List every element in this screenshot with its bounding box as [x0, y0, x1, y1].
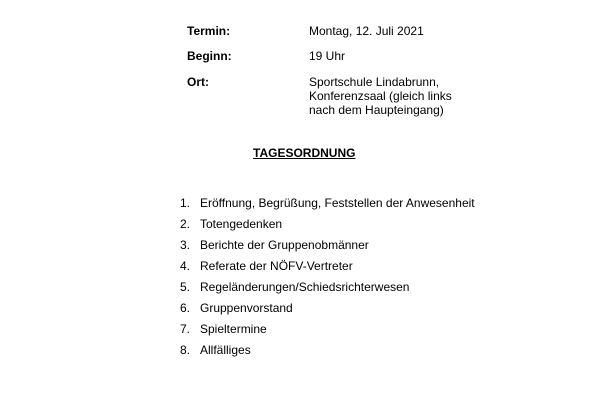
agenda-item-2	[180, 217, 475, 238]
agenda-item-number: 4.	[180, 259, 191, 273]
agenda-item-6	[180, 301, 475, 322]
agenda-item-number: 5.	[180, 280, 191, 294]
agenda-heading: TAGESORDNUNG	[253, 146, 356, 160]
agenda-item-number: 8.	[180, 343, 191, 357]
agenda-item-text: Spieltermine	[200, 322, 267, 336]
ort-value-line2: Konferenzsaal (gleich links	[309, 89, 452, 103]
ort-value-line1: Sportschule Lindabrunn,	[309, 75, 440, 89]
agenda-item-3	[180, 238, 475, 259]
ort-label: Ort:	[187, 75, 209, 89]
agenda-item-text: Regeländerungen/Schiedsrichterwesen	[200, 280, 410, 294]
agenda-item-text: Berichte der Gruppenobmänner	[200, 238, 369, 252]
agenda-item-8	[180, 343, 475, 364]
agenda-item-number: 3.	[180, 238, 191, 252]
beginn-label: Beginn:	[187, 49, 232, 63]
agenda-item-number: 7.	[180, 322, 191, 336]
agenda-item-text: Eröffnung, Begrüßung, Feststellen der Anwesenheit	[200, 196, 475, 210]
termin-label: Termin:	[187, 24, 231, 38]
agenda-item-text: Allfälliges	[200, 343, 251, 357]
beginn-value: 19 Uhr	[309, 49, 346, 63]
agenda-item-1	[180, 196, 475, 217]
agenda-item-number: 2.	[180, 217, 191, 231]
agenda-item-number: 1.	[180, 196, 191, 210]
agenda-item-text: Gruppenvorstand	[200, 301, 293, 315]
ort-value-line3: nach dem Haupteingang)	[309, 103, 444, 117]
agenda-item-7	[180, 322, 475, 343]
termin-value: Montag, 12. Juli 2021	[309, 24, 424, 38]
agenda-list	[180, 196, 475, 364]
agenda-item-5	[180, 280, 475, 301]
agenda-item-number: 6.	[180, 301, 191, 315]
agenda-item-text: Totengedenken	[200, 217, 283, 231]
agenda-item-4	[180, 259, 475, 280]
agenda-item-text: Referate der NÖFV-Vertreter	[200, 259, 353, 273]
